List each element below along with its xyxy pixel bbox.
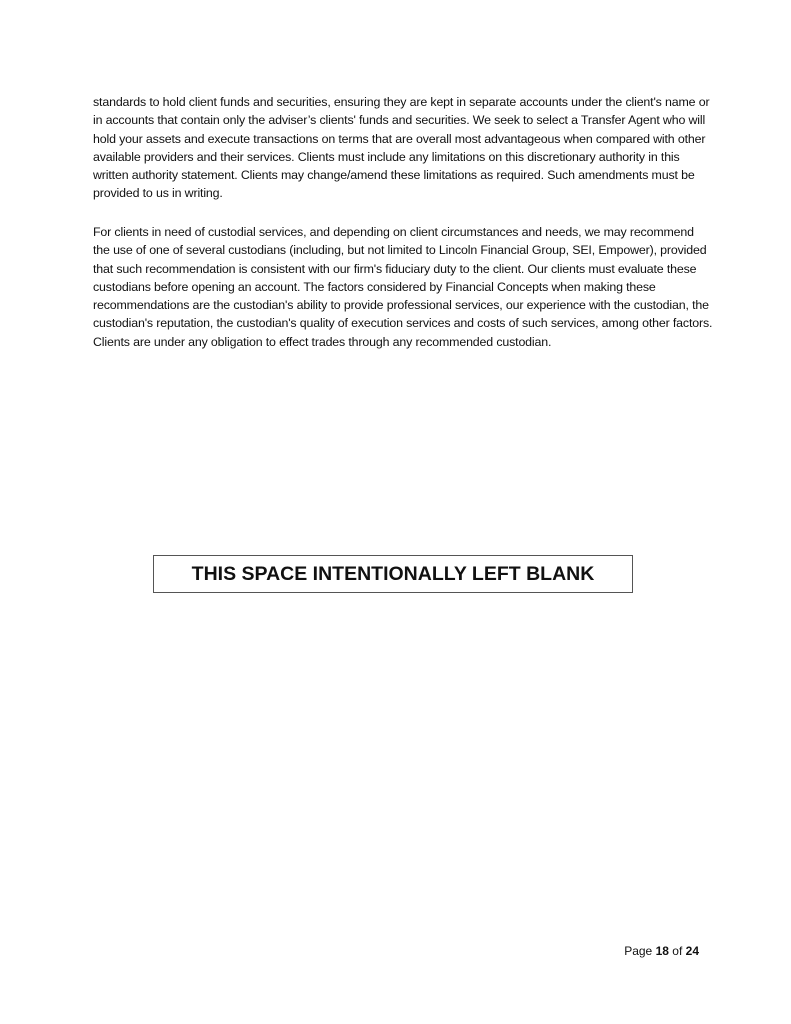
intentionally-blank-notice	[153, 555, 633, 593]
current-page-number: 18	[655, 944, 669, 958]
total-pages-number: 24	[685, 944, 699, 958]
paragraph-custodians: For clients in need of custodial services, and depending on client circumstances and needs, we may recommend the use of one of several custodians (including, but not limited to Lincoln Financial Group, SEI, Empower), provided that such recommendation is consistent with our firm's fiduciary duty to the client. Our clients must evaluate these custodians before opening an account. The factors considered by Financial Concepts when making these recommendations are the custodian's ability to provide professional services, our experience with the custodian, the custodian's reputation, the custodian's quality of execution services and costs of such services, among other factors. Clients are under any obligation to effect trades through any recommended custodian.	[93, 225, 713, 349]
paragraph-safekeeping: standards to hold client funds and securities, ensuring they are kept in separate accounts under the client's name or in accounts that contain only the adviser’s clients' funds and securities. We seek to select a Transfer Agent who will hold your assets and execute transactions on terms that are overall most advantageous when compared with other available providers and their services. Clients must include any limitations on this discretionary authority in this written authority statement. Clients may change/amend these limitations as required. Such amendments must be provided to us in writing.	[93, 95, 710, 201]
page-number-footer	[624, 944, 699, 958]
intentionally-blank-text: THIS SPACE INTENTIONALLY LEFT BLANK	[191, 562, 595, 585]
page-label: Page	[624, 944, 653, 958]
of-label: of	[672, 944, 683, 958]
